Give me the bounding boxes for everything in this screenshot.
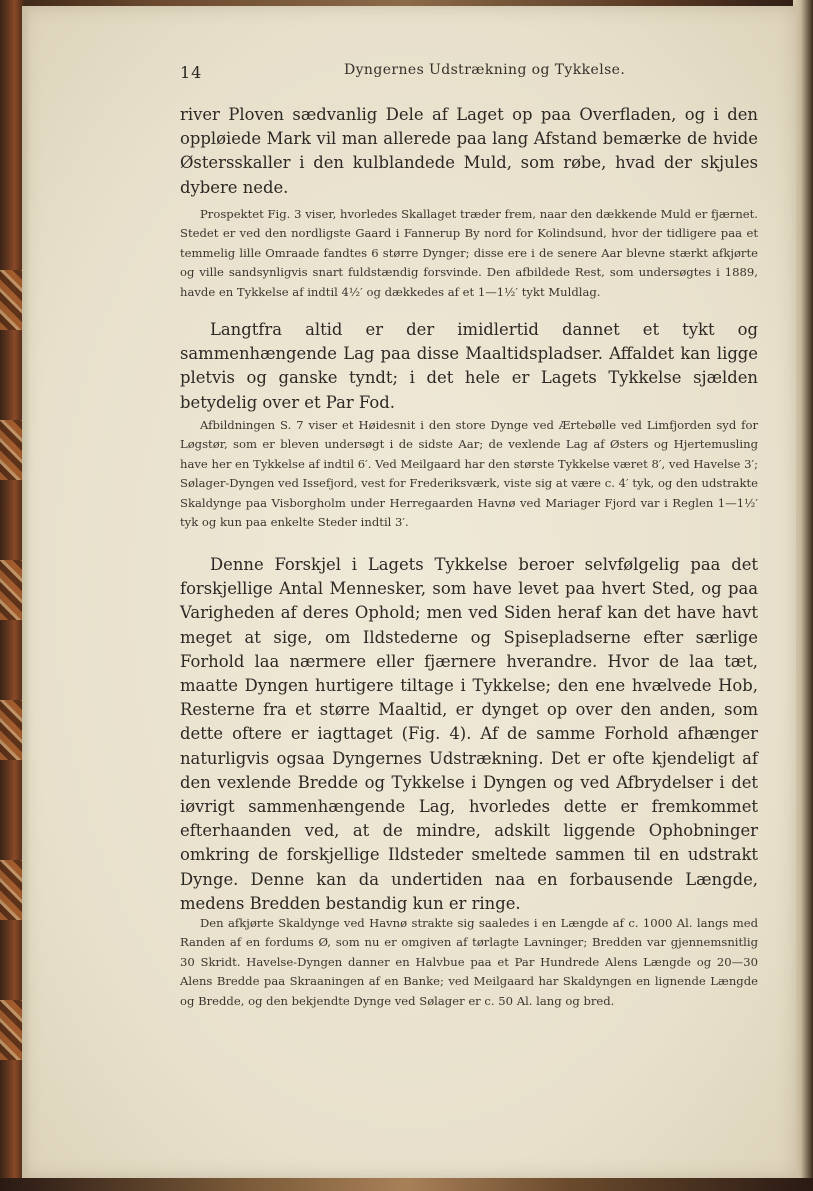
note-text: Afbildningen S. 7 viser et Høidesnit i den store Dynge ved Ærtebølle ved Limfjorden syd for Løgstør, som er bleven undersøgt i de sidste Aar; de vexlende Lag af Østers og Hjertemusling have her en Tykkelse af indtil 6′. Ved Meilgaard har den største Tykkelse været 8′, ved Havelse 3′; Sølager-Dyngen ved Issefjord, vest for Frederiksværk, viste sig at være c. 4′ tyk, og den udstrakte Skaldynge paa Visborgholm under Herregaarden Havnø ved Mariager Fjord var i Reglen 1—1½′ tyk og kun paa enkelte Steder indtil 3′.: [180, 418, 758, 530]
binding-pattern: [0, 420, 24, 480]
body-paragraph: [180, 318, 758, 415]
page-gutter-shadow: [22, 6, 30, 1178]
binding-pattern: [0, 1000, 24, 1060]
small-print-note: [180, 205, 758, 302]
small-print-note: [180, 914, 758, 1011]
paragraph-text: river Ploven sædvanlig Dele af Laget op paa Overfladen, og i den oppløiede Mark vil man allerede paa lang Afstand bemærke de hvide Østersskaller i den kulblandede Muld, som røbe, hvad der skjules dybere nede.: [180, 105, 758, 197]
page-header: [180, 62, 780, 84]
page-stack-edge: [793, 0, 813, 1191]
small-print-note: [180, 416, 758, 532]
binding-pattern: [0, 270, 24, 330]
book-binding-bottom: [0, 1178, 813, 1191]
running-head: Dyngernes Udstrækning og Tykkelse.: [344, 62, 626, 78]
body-paragraph: [180, 553, 758, 916]
note-text: Den afkjørte Skaldynge ved Havnø strakte sig saaledes i en Længde af c. 1000 Al. langs med Randen af en fordums Ø, som nu er omgiven af tørlagte Lavninger; Bredden var gjennemsnitlig 30 Skridt. Havelse-Dyngen danner en Halvbue paa et Par Hundrede Alens Længde og 20—30 Alens Bredde paa Skraaningen af en Banke; ved Meilgaard har Skaldyngen en lignende Længde og Bredde, og den bekjendte Dynge ved Sølager er c. 50 Al. lang og bred.: [180, 916, 758, 1008]
binding-pattern: [0, 860, 24, 920]
paragraph-text: Denne Forskjel i Lagets Tykkelse beroer selvfølgelig paa det forskjellige Antal Mennesker, som have levet paa hvert Sted, og paa Varigheden af deres Ophold; men ved Siden heraf kan det have havt meget at sige, om Ildstederne og Spisepladserne efter særlige Forhold laa nærmere eller fjærnere hverandre. Hvor de laa tæt, maatte Dyngen hurtigere tiltage i Tykkelse; den ene hvælvede Hob, Resterne fra et større Maaltid, er dynget op over den anden, som dette oftere er iagttaget (Fig. 4). Af de samme Forhold afhænger naturligvis ogsaa Dyngernes Udstrækning. Det er ofte kjendeligt af den vexlende Bredde og Tykkelse i Dyngen og ved Afbrydelser i det iøvrigt sammenhængende Lag, hvorledes dette er fremkommet efterhaanden ved, at de mindre, adskilt liggende Ophobninger omkring de forskjellige Ildsteder smeltede sammen til en udstrakt Dynge. Denne kan da undertiden naa en forbausende Længde, medens Bredden bestandig kun er ringe.: [180, 555, 758, 913]
page-number: 14: [180, 63, 203, 82]
note-text: Prospektet Fig. 3 viser, hvorledes Skallaget træder frem, naar den dækkende Muld er fjærnet. Stedet er ved den nordligste Gaard i Fannerup By nord for Kolindsund, hvor der tidligere paa et temmelig lille Omraade fandtes 6 større Dynger; disse ere i de senere Aar blevne stærkt afkjørte og ville sandsynligvis snart fuldstændig forsvinde. Den afbildede Rest, som undersøgtes i 1889, havde en Tykkelse af indtil 4½′ og dækkedes af et 1—1½′ tykt Muldlag.: [180, 207, 758, 299]
book-binding-left: [0, 0, 24, 1191]
body-paragraph: [180, 103, 758, 200]
binding-pattern: [0, 560, 24, 620]
binding-pattern: [0, 700, 24, 760]
paragraph-text: Langtfra altid er der imidlertid dannet et tykt og sammenhængende Lag paa disse Maaltidspladser. Affaldet kan ligge pletvis og ganske tyndt; i det hele er Lagets Tykkelse sjælden betydelig over et Par Fod.: [180, 320, 758, 412]
